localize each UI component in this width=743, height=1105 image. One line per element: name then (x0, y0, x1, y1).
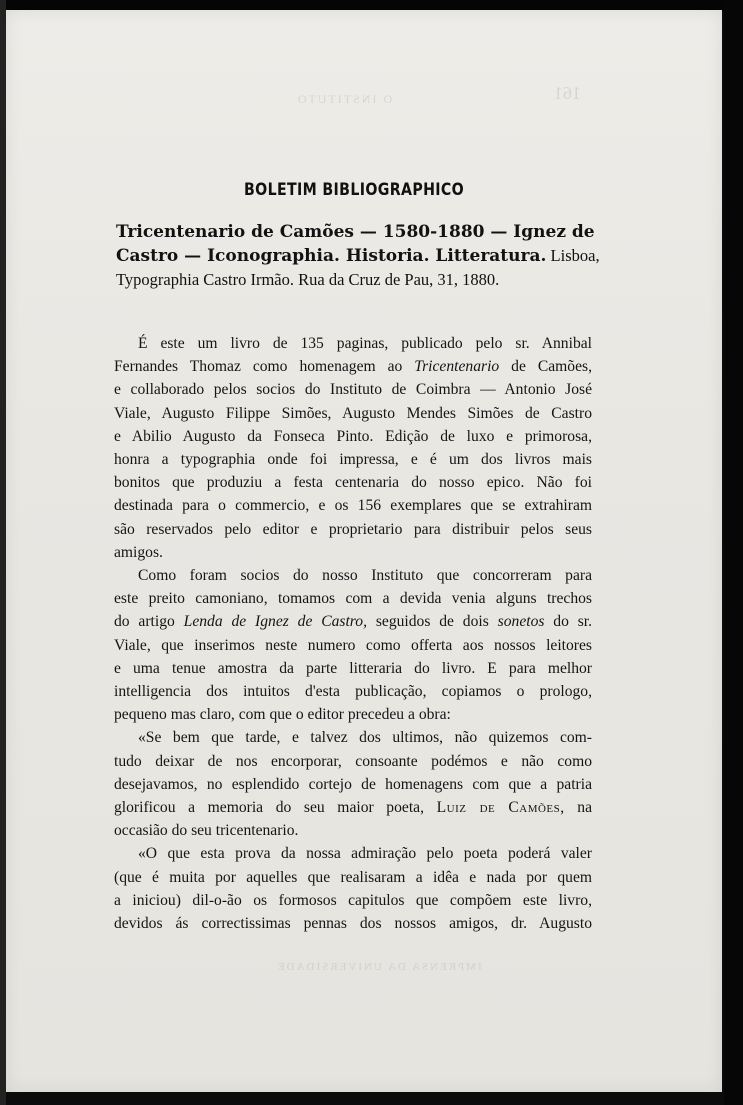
show-through-footer: IMPRENSA DA UNIVERSIDADE (276, 961, 482, 973)
scanned-page (6, 10, 722, 1092)
reference-line-1: Tricentenario de Camões — 1580-1880 — Ignez de (116, 222, 595, 242)
show-through-header: O INSTITUTO (296, 92, 393, 106)
reference-line-2: Castro — Iconographia. Historia. Litteratura. Lisboa, (116, 246, 600, 266)
paragraph-2: Como foram socios do nosso Instituto que concorreram para este preito camoniano, tomamos com a devida venia alguns trechos do artigo Lenda de Ignez de Castro, seguidos de dois sonetos do sr. Viale, que inserimos neste numero como offerta aos nossos leitores e uma tenue amostra da parte litteraria do livro. E para melhor intelligencia dos intuitos d'esta publicação, copiamos o prologo, pequeno mas claro, com que o editor precedeu a obra: (114, 567, 593, 724)
article-body (114, 332, 592, 935)
paragraph-1: É este um livro de 135 paginas, publicado pelo sr. Annibal Fernandes Thomaz como homenagem ao Tricentenario de Camões, e collaborado pelos socios do Instituto de Coimbra — Antonio José Viale, Augusto Filippe Simões, Augusto Mendes Simões de Castro e Abilio Augusto da Fonseca Pinto. Edição de luxo e primorosa, honra a typographia onde foi impressa, e é um dos livros mais bonitos que produziu a festa centenaria do nosso epico. Não foi destinada para o commercio, e os 156 exemplares que se extrahiram são reservados pelo editor e proprietario para distribuir pelos seus amigos. (114, 335, 592, 561)
paragraph-4: «O que esta prova da nossa admiração pelo poeta poderá valer (que é muita por aquelles que realisaram a idêa e nada por quem a iniciou) dil-o-ão os formosos capitulos que compõem este livro, devidos ás correctissimas pennas dos nossos amigos, dr. Augusto (114, 845, 592, 933)
bibliographic-reference (116, 220, 600, 292)
scan-border-right (724, 0, 743, 1105)
section-heading: BOLETIM BIBLIOGRAPHICO (244, 180, 465, 199)
paragraph-3: «Se bem que tarde, e talvez dos ultimos, não quizemos com- tudo deixar de nos encorporar, consoante podémos e não como desejavamos, no esplendido cortejo de homenagens com que a patria glorificou a memoria do seu maior poeta, Luiz de Camões, na occasião do seu tricentenario. (114, 729, 592, 840)
show-through-page-number: 161 (554, 83, 581, 103)
reference-line-3: Typographia Castro Irmão. Rua da Cruz de Pau, 31, 1880. (116, 270, 500, 289)
